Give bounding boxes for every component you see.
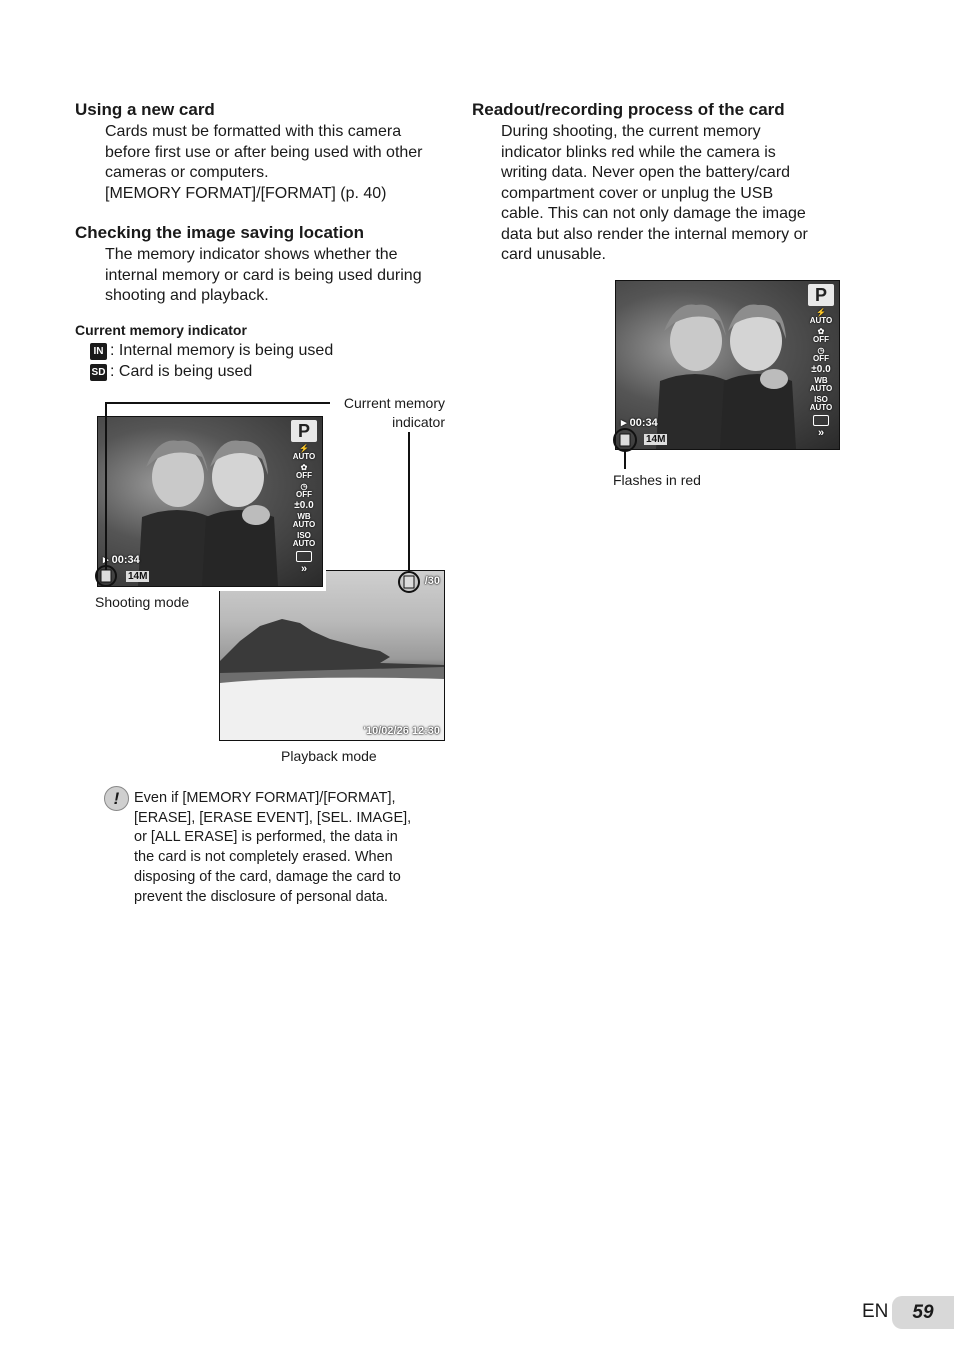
callout-line: Current memory: [343, 395, 445, 411]
landscape-image: [220, 571, 444, 740]
caution-note: [134, 789, 411, 907]
exposure-value: ±0.0: [294, 500, 314, 511]
mode-p-badge: P: [291, 420, 317, 442]
text-line: cameras or computers.: [105, 164, 269, 181]
text-line: indicator blinks red while the camera is: [501, 143, 776, 161]
image-size: 14M: [646, 434, 666, 445]
caution-icon: !: [104, 786, 129, 811]
text-line: internal memory or card is being used during: [105, 266, 422, 284]
section-body-readout: [501, 122, 808, 266]
text-line: During shooting, the current memory: [501, 123, 761, 140]
legend-text: : Internal memory is being used: [110, 342, 334, 359]
wb-icon: WB AUTO: [292, 512, 316, 529]
lcd-side-icons: [806, 284, 836, 437]
self-timer-icon: ◷ OFF: [296, 482, 312, 499]
time-value: 00:34: [111, 554, 140, 566]
movie-icon: ▸: [621, 417, 627, 429]
indicator-heading: Current memory indicator: [75, 322, 247, 338]
text-line: before first use or after being used with other: [105, 143, 423, 161]
language-label: EN: [862, 1301, 889, 1322]
text-line: [MEMORY FORMAT]/[FORMAT] (p. 40): [105, 184, 387, 202]
aspect-icon: [296, 551, 312, 562]
playback-counter: /30: [424, 575, 440, 587]
playback-mode-caption: Playback mode: [281, 748, 377, 764]
note-line: [ERASE], [ERASE EVENT], [SEL. IMAGE],: [134, 809, 412, 826]
menu-arrow-icon: »: [300, 563, 308, 575]
macro-icon: ✿ OFF: [813, 327, 829, 344]
internal-memory-icon: IN: [90, 343, 107, 360]
section-body-new-card: [105, 122, 423, 204]
iso-icon: ISO AUTO: [809, 395, 833, 412]
note-line: Even if [MEMORY FORMAT]/[FORMAT],: [134, 790, 396, 806]
aspect-icon: [813, 415, 829, 426]
exposure-value: ±0.0: [811, 364, 831, 375]
section-title-new-card: Using a new card: [75, 100, 215, 119]
flash-caption: Flashes in red: [613, 472, 701, 488]
time-remaining: [621, 416, 658, 429]
text-line: Cards must be formatted with this camera: [105, 123, 402, 140]
section-title-saving-location: Checking the image saving location: [75, 223, 365, 242]
self-timer-icon: ◷ OFF: [813, 346, 829, 363]
time-value: 00:34: [629, 417, 658, 429]
callout-line: indicator: [392, 414, 445, 430]
wb-icon: WB AUTO: [809, 376, 833, 393]
iso-icon: ISO AUTO: [292, 531, 316, 548]
note-line: or [ALL ERASE] is performed, the data in: [134, 829, 398, 846]
shooting-screen: [97, 416, 323, 587]
callout-label: [334, 394, 445, 432]
text-line: data but also render the internal memory or: [501, 225, 808, 243]
macro-icon: ✿ OFF: [296, 463, 312, 480]
text-line: shooting and playback.: [105, 287, 269, 304]
page-number: 59: [892, 1296, 954, 1329]
mode-p-badge: P: [808, 284, 834, 306]
playback-screen: [219, 570, 445, 741]
note-line: disposing of the card, damage the card to: [134, 868, 401, 885]
text-line: cable. This can not only damage the image: [501, 205, 806, 222]
note-line: the card is not completely erased. When: [134, 849, 393, 866]
section-title-readout: Readout/recording process of the card: [472, 100, 785, 119]
lcd-side-icons: [289, 420, 319, 573]
text-line: compartment cover or unplug the USB: [501, 184, 774, 202]
text-line: The memory indicator shows whether the: [105, 246, 398, 263]
note-line: prevent the disclosure of personal data.: [134, 888, 388, 905]
flash-icon: ⚡ AUTO: [809, 308, 833, 325]
legend-card: [90, 363, 252, 381]
legend-text: : Card is being used: [110, 363, 253, 380]
text-line: writing data. Never open the battery/card: [501, 164, 791, 181]
movie-icon: ▸: [103, 554, 109, 566]
sd-card-icon: SD: [90, 364, 107, 381]
legend-internal-memory: [90, 342, 333, 360]
menu-arrow-icon: »: [817, 427, 825, 439]
playback-datetime: '10/02/26 12:30: [363, 725, 440, 737]
text-line: card unusable.: [501, 246, 606, 263]
time-remaining: [103, 553, 140, 566]
shooting-mode-caption: Shooting mode: [95, 594, 190, 610]
flash-icon: ⚡ AUTO: [292, 444, 316, 461]
recording-screen: [615, 280, 840, 450]
image-size: 14M: [128, 571, 148, 582]
section-body-saving-location: [105, 245, 422, 307]
